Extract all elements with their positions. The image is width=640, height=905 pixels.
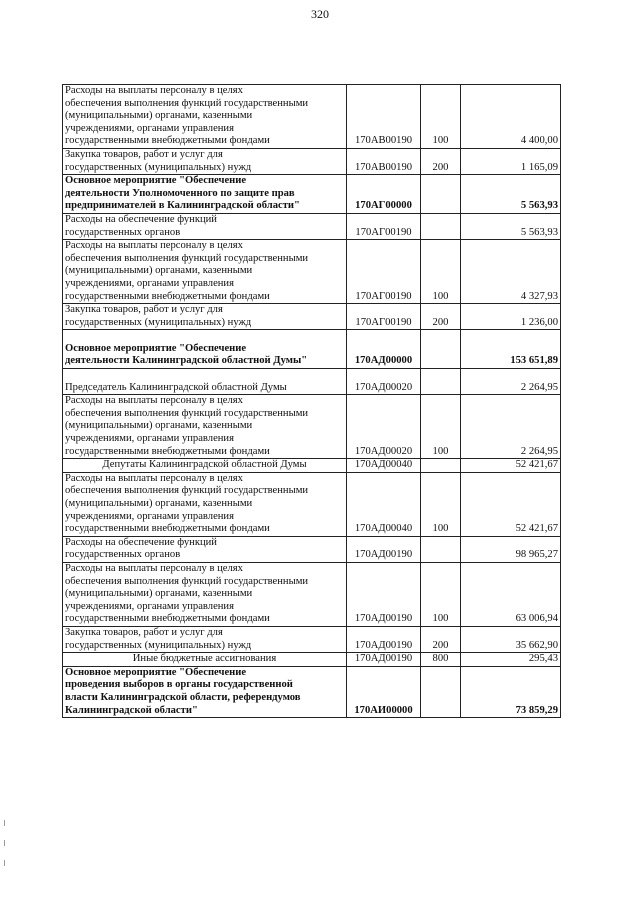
scan-margin-marks — [3, 820, 7, 900]
cell-name: Расходы на обеспечение функций государственных органов — [63, 213, 347, 239]
cell-type: 200 — [421, 626, 461, 652]
cell-type: 200 — [421, 148, 461, 174]
cell-name: Основное мероприятие "Обеспечение проведения выборов в органы государственной власти Калининградской области, референдумов Калининградской области" — [63, 666, 347, 717]
cell-type — [421, 666, 461, 717]
cell-type: 200 — [421, 304, 461, 330]
cell-type: 100 — [421, 395, 461, 459]
cell-amount: 1 165,09 — [461, 148, 561, 174]
cell-name: Основное мероприятие "Обеспечение деятельности Калининградской областной Думы" — [63, 330, 347, 369]
scan-mark — [4, 840, 5, 846]
table-row — [63, 562, 561, 626]
cell-code: 170АГ00190 — [347, 304, 421, 330]
cell-amount: 4 327,93 — [461, 240, 561, 304]
cell-amount: 2 264,95 — [461, 369, 561, 395]
table-row — [63, 240, 561, 304]
cell-code: 170АД00190 — [347, 653, 421, 667]
cell-name: Расходы на выплаты персоналу в целях обеспечения выполнения функций государственными (муниципальными) органами, казенными учреждениями, органами управления государственными внебюджетными фондами — [63, 472, 347, 536]
table-row — [63, 459, 561, 473]
cell-type — [421, 330, 461, 369]
cell-amount: 5 563,93 — [461, 175, 561, 214]
cell-name: Расходы на обеспечение функций государственных органов — [63, 536, 347, 562]
cell-type: 100 — [421, 472, 461, 536]
scan-mark — [4, 820, 5, 826]
table-row — [63, 626, 561, 652]
cell-name: Основное мероприятие "Обеспечение деятельности Уполномоченного по защите прав предпринимателей в Калининградской области" — [63, 175, 347, 214]
cell-amount: 4 400,00 — [461, 85, 561, 149]
cell-code: 170АД00040 — [347, 459, 421, 473]
cell-amount: 52 421,67 — [461, 472, 561, 536]
cell-code: 170АД00040 — [347, 472, 421, 536]
table-row-main-activity — [63, 666, 561, 717]
cell-code: 170АД00190 — [347, 536, 421, 562]
table-row-main-activity — [63, 175, 561, 214]
cell-code: 170АД00190 — [347, 626, 421, 652]
cell-code: 170АД00020 — [347, 369, 421, 395]
cell-code: 170АД00000 — [347, 330, 421, 369]
cell-type: 100 — [421, 240, 461, 304]
cell-type — [421, 459, 461, 473]
cell-code: 170АВ00190 — [347, 85, 421, 149]
cell-name: Закупка товаров, работ и услуг для государственных (муниципальных) нужд — [63, 626, 347, 652]
cell-name: Расходы на выплаты персоналу в целях обеспечения выполнения функций государственными (муниципальными) органами, казенными учреждениями, органами управления государственными внебюджетными фондами — [63, 395, 347, 459]
table-row — [63, 148, 561, 174]
table-row — [63, 653, 561, 667]
table-row — [63, 85, 561, 149]
cell-amount: 295,43 — [461, 653, 561, 667]
cell-name: Закупка товаров, работ и услуг для государственных (муниципальных) нужд — [63, 304, 347, 330]
table-row-main-activity — [63, 330, 561, 369]
cell-amount: 63 006,94 — [461, 562, 561, 626]
cell-amount: 35 662,90 — [461, 626, 561, 652]
cell-amount: 98 965,27 — [461, 536, 561, 562]
table-row — [63, 395, 561, 459]
table-row — [63, 369, 561, 395]
cell-name: Расходы на выплаты персоналу в целях обеспечения выполнения функций государственными (муниципальными) органами, казенными учреждениями, органами управления государственными внебюджетными фондами — [63, 240, 347, 304]
page-number: 320 — [311, 7, 329, 21]
table-row — [63, 304, 561, 330]
cell-type: 100 — [421, 85, 461, 149]
cell-type — [421, 369, 461, 395]
cell-code: 170АГ00190 — [347, 213, 421, 239]
scan-mark — [4, 860, 5, 866]
cell-type — [421, 175, 461, 214]
budget-table — [62, 84, 561, 718]
cell-code: 170АВ00190 — [347, 148, 421, 174]
cell-amount: 5 563,93 — [461, 213, 561, 239]
cell-amount: 1 236,00 — [461, 304, 561, 330]
cell-name: Закупка товаров, работ и услуг для государственных (муниципальных) нужд — [63, 148, 347, 174]
cell-amount: 73 859,29 — [461, 666, 561, 717]
cell-amount: 153 651,89 — [461, 330, 561, 369]
cell-amount: 52 421,67 — [461, 459, 561, 473]
cell-code: 170АД00020 — [347, 395, 421, 459]
cell-code: 170АИ00000 — [347, 666, 421, 717]
cell-code: 170АД00190 — [347, 562, 421, 626]
cell-type — [421, 536, 461, 562]
cell-name: Иные бюджетные ассигнования — [63, 653, 347, 667]
cell-name: Расходы на выплаты персоналу в целях обеспечения выполнения функций государственными (муниципальными) органами, казенными учреждениями, органами управления государственными внебюджетными фондами — [63, 562, 347, 626]
cell-amount: 2 264,95 — [461, 395, 561, 459]
table-row — [63, 213, 561, 239]
cell-name: Депутаты Калининградской областной Думы — [63, 459, 347, 473]
cell-name: Председатель Калининградской областной Думы — [63, 369, 347, 395]
cell-code: 170АГ00190 — [347, 240, 421, 304]
table-row — [63, 472, 561, 536]
table-row — [63, 536, 561, 562]
cell-type: 100 — [421, 562, 461, 626]
cell-code: 170АГ00000 — [347, 175, 421, 214]
cell-name: Расходы на выплаты персоналу в целях обеспечения выполнения функций государственными (муниципальными) органами, казенными учреждениями, органами управления государственными внебюджетными фондами — [63, 85, 347, 149]
cell-type: 800 — [421, 653, 461, 667]
budget-table-body — [63, 85, 561, 718]
cell-type — [421, 213, 461, 239]
